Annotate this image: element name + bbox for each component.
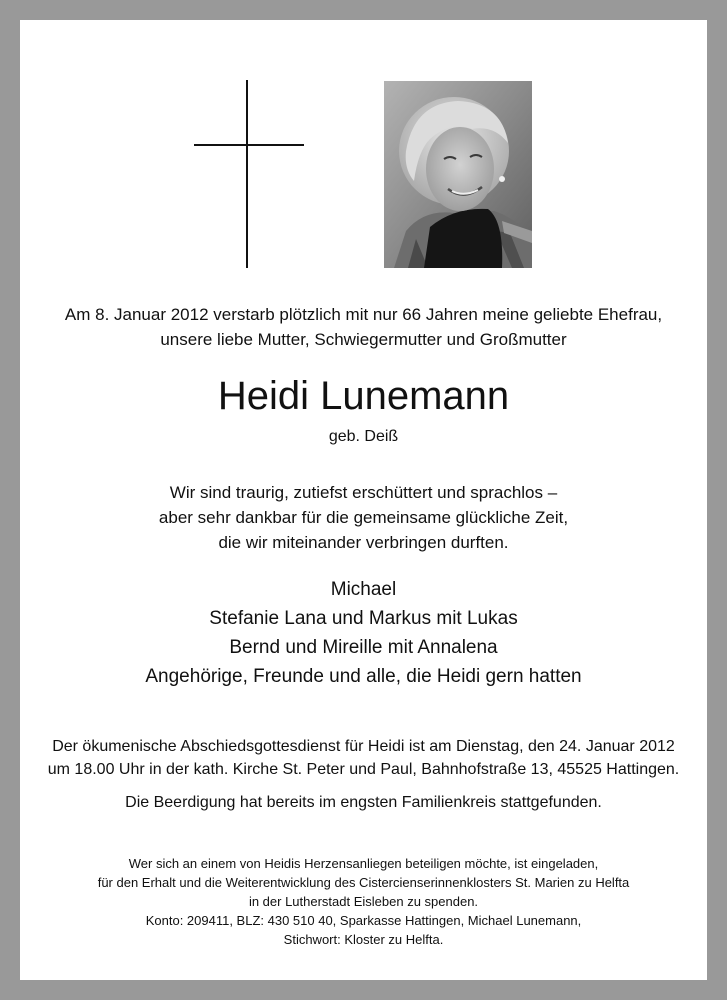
donation-info: [20, 854, 707, 949]
burial-info: Die Beerdigung hat bereits im engsten Familienkreis stattgefunden.: [125, 794, 602, 811]
obituary-sheet: [20, 20, 707, 980]
service-info: [20, 735, 707, 781]
birth-name: geb. Deiß: [328, 428, 399, 445]
cross-vertical-beam: [246, 80, 248, 268]
donation-line: für den Erhalt und die Weiterentwicklung des Cistercienserinnenklosters St. Marien zu Helfta: [97, 875, 630, 890]
intro-line: Am 8. Januar 2012 verstarb plötzlich mit nur 66 Jahren meine geliebte Ehefrau,: [64, 305, 663, 324]
poem-line: Wir sind traurig, zutiefst erschüttert und sprachlos –: [169, 483, 558, 502]
intro-text: [20, 302, 707, 352]
donation-line: Wer sich an einem von Heidis Herzensanliegen beteiligen möchte, ist eingeladen,: [128, 856, 599, 871]
donation-line: Stichwort: Kloster zu Helfta.: [283, 932, 444, 947]
mourner-line: Bernd und Mireille mit Annalena: [229, 637, 498, 658]
donation-line: Konto: 209411, BLZ: 430 510 40, Sparkasse Hattingen, Michael Lunemann,: [145, 913, 582, 928]
cross-horizontal-beam: [194, 144, 304, 146]
mourner-line: Stefanie Lana und Markus mit Lukas: [209, 608, 518, 629]
service-line: Der ökumenische Abschiedsgottesdienst für Heidi ist am Dienstag, den 24. Januar 2012: [52, 738, 675, 755]
donation-line: in der Lutherstadt Eisleben zu spenden.: [248, 894, 479, 909]
mourners-list: [20, 575, 707, 691]
service-line: um 18.00 Uhr in der kath. Kirche St. Peter und Paul, Bahnhofstraße 13, 45525 Hattingen.: [47, 761, 680, 778]
poem-line: die wir miteinander verbringen durften.: [218, 533, 509, 552]
cross-icon: [194, 80, 304, 268]
portrait-illustration: [384, 81, 532, 268]
mourner-line: Michael: [330, 579, 397, 600]
poem-line: aber sehr dankbar für die gemeinsame glückliche Zeit,: [158, 508, 569, 527]
deceased-name: Heidi Lunemann: [217, 374, 510, 418]
poem-text: [20, 480, 707, 555]
portrait-photo: [384, 81, 532, 268]
intro-line: unsere liebe Mutter, Schwiegermutter und Großmutter: [160, 330, 567, 349]
mourner-line: Angehörige, Freunde und alle, die Heidi gern hatten: [145, 666, 582, 687]
